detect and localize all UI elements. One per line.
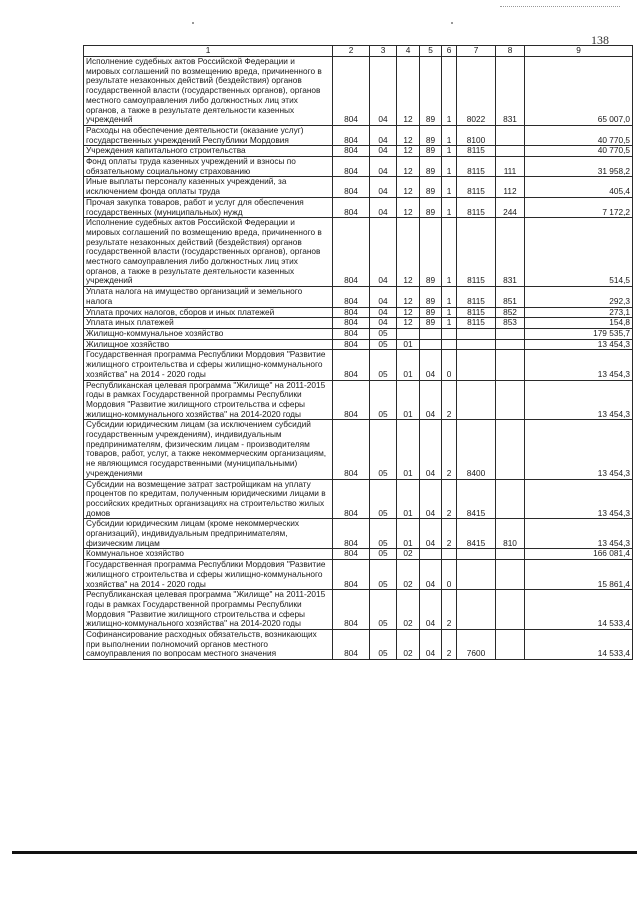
code-cell-5: 04	[420, 380, 442, 420]
code-cell-5: 04	[420, 630, 442, 660]
code-cell-7: 8115	[457, 157, 496, 177]
code-cell-2: 804	[333, 420, 370, 479]
code-cell-3: 05	[370, 519, 397, 549]
amount-cell: 166 081,4	[525, 549, 633, 560]
table-row	[84, 380, 633, 420]
code-cell-2: 804	[333, 380, 370, 420]
code-cell-5: 89	[420, 57, 442, 126]
code-cell-4: 01	[397, 380, 420, 420]
code-cell-8	[496, 560, 525, 590]
table-row	[84, 287, 633, 307]
code-cell-7: 7600	[457, 630, 496, 660]
name-cell: Субсидии юридическим лицам (кроме некоммерческих организаций), индивидуальным предпринимателям, физическим лицам	[84, 519, 333, 549]
table-row	[84, 590, 633, 630]
code-cell-4: 12	[397, 125, 420, 145]
code-cell-3: 04	[370, 146, 397, 157]
code-cell-6: 1	[442, 177, 457, 197]
code-cell-6: 0	[442, 350, 457, 380]
code-cell-8: 852	[496, 307, 525, 318]
amount-cell: 13 454,3	[525, 420, 633, 479]
code-cell-8: 112	[496, 177, 525, 197]
code-cell-6	[442, 328, 457, 339]
code-cell-4: 12	[397, 287, 420, 307]
name-cell: Государственная программа Республики Мордовия "Развитие жилищного строительства и сферы жилищно-коммунального хозяйства" на 2014 - 2020 годы	[84, 560, 333, 590]
code-cell-3: 04	[370, 287, 397, 307]
code-cell-5: 04	[420, 350, 442, 380]
code-cell-7: 8115	[457, 218, 496, 287]
code-cell-3: 05	[370, 328, 397, 339]
amount-cell: 273,1	[525, 307, 633, 318]
table-row	[84, 420, 633, 479]
code-cell-4: 02	[397, 560, 420, 590]
code-cell-5: 89	[420, 307, 442, 318]
code-cell-8: 810	[496, 519, 525, 549]
code-cell-8	[496, 339, 525, 350]
table-row	[84, 218, 633, 287]
code-cell-6: 1	[442, 57, 457, 126]
code-cell-4	[397, 328, 420, 339]
amount-cell: 14 533,4	[525, 590, 633, 630]
table-row	[84, 197, 633, 217]
code-cell-5	[420, 339, 442, 350]
code-cell-5: 04	[420, 560, 442, 590]
code-cell-3: 04	[370, 125, 397, 145]
code-cell-6: 1	[442, 287, 457, 307]
name-cell: Исполнение судебных актов Российской Федерации и мировых соглашений по возмещению вреда, причиненного в результате незаконных действий (бездействия) органов государственной власти (государственных органов), органов местного самоуправления либо должностных лиц этих органов, а также в результате деятельности казенных учреждений	[84, 57, 333, 126]
amount-cell: 405,4	[525, 177, 633, 197]
code-cell-8	[496, 328, 525, 339]
name-cell: Субсидии юридическим лицам (за исключением субсидий государственным учреждениям), индивидуальным предпринимателям, физическим лицам - производителям товаров, работ, услуг, а также некоммерческим организациям, не являющимся государственными (муниципальными) учреждениями	[84, 420, 333, 479]
table-row	[84, 57, 633, 126]
amount-cell: 65 007,0	[525, 57, 633, 126]
amount-cell: 179 535,7	[525, 328, 633, 339]
code-cell-7	[457, 380, 496, 420]
name-cell: Уплата прочих налогов, сборов и иных платежей	[84, 307, 333, 318]
code-cell-6: 2	[442, 479, 457, 519]
table-header-row	[84, 46, 633, 57]
code-cell-8	[496, 125, 525, 145]
code-cell-7	[457, 549, 496, 560]
table-body	[84, 46, 633, 660]
code-cell-7	[457, 339, 496, 350]
code-cell-7: 8415	[457, 519, 496, 549]
table-row	[84, 125, 633, 145]
code-cell-8	[496, 350, 525, 380]
code-cell-2: 804	[333, 57, 370, 126]
code-cell-5: 89	[420, 218, 442, 287]
code-cell-8: 111	[496, 157, 525, 177]
code-cell-5: 89	[420, 146, 442, 157]
code-cell-7	[457, 560, 496, 590]
code-cell-4: 12	[397, 218, 420, 287]
table-row	[84, 146, 633, 157]
code-cell-6: 2	[442, 380, 457, 420]
amount-cell: 14 533,4	[525, 630, 633, 660]
code-cell-6: 0	[442, 560, 457, 590]
name-cell: Учреждения капитального строительства	[84, 146, 333, 157]
name-cell: Жилищное хозяйство	[84, 339, 333, 350]
name-cell: Исполнение судебных актов Российской Федерации и мировых соглашений по возмещению вреда, причиненного в результате незаконных действий (бездействия) органов государственной власти (государственных органов), органов местного самоуправления либо должностных лиц этих органов, а также в результате деятельности казенных учреждений	[84, 218, 333, 287]
code-cell-3: 05	[370, 420, 397, 479]
code-cell-6: 1	[442, 318, 457, 329]
code-cell-2: 804	[333, 197, 370, 217]
code-cell-4: 01	[397, 479, 420, 519]
code-cell-4: 01	[397, 350, 420, 380]
code-cell-6: 1	[442, 307, 457, 318]
code-cell-5: 89	[420, 287, 442, 307]
code-cell-8: 244	[496, 197, 525, 217]
code-cell-3: 05	[370, 339, 397, 350]
code-cell-2: 804	[333, 287, 370, 307]
amount-cell: 514,5	[525, 218, 633, 287]
code-cell-5: 04	[420, 420, 442, 479]
code-cell-2: 804	[333, 328, 370, 339]
code-cell-6: 2	[442, 420, 457, 479]
code-cell-8	[496, 590, 525, 630]
header-cell-7: 7	[457, 46, 496, 57]
code-cell-5: 89	[420, 177, 442, 197]
code-cell-8	[496, 380, 525, 420]
table-row	[84, 560, 633, 590]
code-cell-5: 89	[420, 157, 442, 177]
code-cell-7: 8115	[457, 318, 496, 329]
code-cell-8	[496, 146, 525, 157]
name-cell: Прочая закупка товаров, работ и услуг для обеспечения государственных (муниципальных) нужд	[84, 197, 333, 217]
name-cell: Уплата налога на имущество организаций и земельного налога	[84, 287, 333, 307]
name-cell: Республиканская целевая программа "Жилище" на 2011-2015 годы в рамках Государственной программы Республики Мордовия "Развитие жилищного строительства и сферы жилищно-коммунального хозяйства" на 2014-2020 годы	[84, 590, 333, 630]
code-cell-7: 8115	[457, 146, 496, 157]
table-row	[84, 350, 633, 380]
code-cell-6: 2	[442, 590, 457, 630]
amount-cell: 7 172,2	[525, 197, 633, 217]
header-cell-9: 9	[525, 46, 633, 57]
code-cell-4: 02	[397, 549, 420, 560]
code-cell-2: 804	[333, 479, 370, 519]
table-row	[84, 328, 633, 339]
code-cell-2: 804	[333, 177, 370, 197]
name-cell: Фонд оплаты труда казенных учреждений и взносы по обязательному социальному страхованию	[84, 157, 333, 177]
code-cell-8: 831	[496, 57, 525, 126]
header-cell-1: 1	[84, 46, 333, 57]
code-cell-7: 8100	[457, 125, 496, 145]
code-cell-4: 01	[397, 339, 420, 350]
code-cell-4: 12	[397, 57, 420, 126]
code-cell-7: 8115	[457, 287, 496, 307]
code-cell-6: 1	[442, 218, 457, 287]
scan-speck	[192, 22, 194, 24]
code-cell-7: 8115	[457, 197, 496, 217]
code-cell-7: 8400	[457, 420, 496, 479]
code-cell-5: 04	[420, 479, 442, 519]
code-cell-4: 01	[397, 420, 420, 479]
amount-cell: 40 770,5	[525, 146, 633, 157]
code-cell-2: 804	[333, 218, 370, 287]
code-cell-2: 804	[333, 125, 370, 145]
table-row	[84, 479, 633, 519]
code-cell-2: 804	[333, 318, 370, 329]
code-cell-8: 853	[496, 318, 525, 329]
code-cell-8	[496, 479, 525, 519]
code-cell-2: 804	[333, 549, 370, 560]
amount-cell: 13 454,3	[525, 519, 633, 549]
header-cell-4: 4	[397, 46, 420, 57]
code-cell-2: 804	[333, 350, 370, 380]
code-cell-2: 804	[333, 146, 370, 157]
code-cell-8	[496, 549, 525, 560]
table-row	[84, 157, 633, 177]
name-cell: Расходы на обеспечение деятельности (оказание услуг) государственных учреждений Республики Мордовия	[84, 125, 333, 145]
header-cell-2: 2	[333, 46, 370, 57]
name-cell: Коммунальное хозяйство	[84, 549, 333, 560]
code-cell-5: 89	[420, 125, 442, 145]
code-cell-6: 1	[442, 197, 457, 217]
code-cell-3: 05	[370, 380, 397, 420]
code-cell-6: 1	[442, 125, 457, 145]
name-cell: Жилищно-коммунальное хозяйство	[84, 328, 333, 339]
name-cell: Субсидии на возмещение затрат застройщикам на уплату процентов по кредитам, полученным юридическими лицами в российских кредитных организациях на строительство жилых домов	[84, 479, 333, 519]
code-cell-7	[457, 590, 496, 630]
code-cell-3: 05	[370, 560, 397, 590]
code-cell-3: 05	[370, 549, 397, 560]
amount-cell: 292,3	[525, 287, 633, 307]
code-cell-4: 12	[397, 307, 420, 318]
budget-table	[83, 45, 633, 660]
code-cell-5	[420, 328, 442, 339]
name-cell: Уплата иных платежей	[84, 318, 333, 329]
code-cell-6: 1	[442, 146, 457, 157]
code-cell-8	[496, 420, 525, 479]
code-cell-4: 01	[397, 519, 420, 549]
code-cell-5: 04	[420, 590, 442, 630]
code-cell-7: 8115	[457, 307, 496, 318]
code-cell-2: 804	[333, 339, 370, 350]
code-cell-3: 05	[370, 590, 397, 630]
code-cell-2: 804	[333, 157, 370, 177]
table-row	[84, 630, 633, 660]
amount-cell: 40 770,5	[525, 125, 633, 145]
header-cell-6: 6	[442, 46, 457, 57]
code-cell-6: 2	[442, 519, 457, 549]
code-cell-7: 8415	[457, 479, 496, 519]
page-number: 138	[591, 33, 609, 47]
code-cell-4: 12	[397, 318, 420, 329]
header-cell-3: 3	[370, 46, 397, 57]
code-cell-3: 04	[370, 177, 397, 197]
scan-speck	[451, 22, 453, 24]
scan-artifact-line	[500, 6, 620, 7]
code-cell-3: 05	[370, 350, 397, 380]
code-cell-4: 02	[397, 590, 420, 630]
code-cell-8	[496, 630, 525, 660]
amount-cell: 154,8	[525, 318, 633, 329]
code-cell-5	[420, 549, 442, 560]
code-cell-2: 804	[333, 630, 370, 660]
header-cell-5: 5	[420, 46, 442, 57]
code-cell-4: 02	[397, 630, 420, 660]
code-cell-5: 04	[420, 519, 442, 549]
code-cell-8: 831	[496, 218, 525, 287]
table-row	[84, 177, 633, 197]
code-cell-3: 04	[370, 318, 397, 329]
code-cell-3: 05	[370, 479, 397, 519]
header-cell-8: 8	[496, 46, 525, 57]
code-cell-3: 04	[370, 197, 397, 217]
name-cell: Софинансирование расходных обязательств, возникающих при выполнении полномочий органов местного самоуправления по вопросам местного значения	[84, 630, 333, 660]
code-cell-6	[442, 549, 457, 560]
bottom-rule	[12, 851, 637, 854]
code-cell-4: 12	[397, 197, 420, 217]
code-cell-3: 04	[370, 307, 397, 318]
code-cell-2: 804	[333, 560, 370, 590]
table-row	[84, 318, 633, 329]
code-cell-4: 12	[397, 146, 420, 157]
name-cell: Государственная программа Республики Мордовия "Развитие жилищного строительства и сферы жилищно-коммунального хозяйства" на 2014 - 2020 годы	[84, 350, 333, 380]
code-cell-7: 8115	[457, 177, 496, 197]
code-cell-2: 804	[333, 307, 370, 318]
name-cell: Иные выплаты персоналу казенных учреждений, за исключением фонда оплаты труда	[84, 177, 333, 197]
code-cell-2: 804	[333, 590, 370, 630]
code-cell-6: 1	[442, 157, 457, 177]
amount-cell: 31 958,2	[525, 157, 633, 177]
amount-cell: 13 454,3	[525, 479, 633, 519]
table-row	[84, 549, 633, 560]
code-cell-4: 12	[397, 157, 420, 177]
code-cell-5: 89	[420, 318, 442, 329]
code-cell-8: 851	[496, 287, 525, 307]
amount-cell: 13 454,3	[525, 339, 633, 350]
code-cell-3: 04	[370, 157, 397, 177]
code-cell-7: 8022	[457, 57, 496, 126]
code-cell-4: 12	[397, 177, 420, 197]
code-cell-6: 2	[442, 630, 457, 660]
amount-cell: 13 454,3	[525, 350, 633, 380]
code-cell-2: 804	[333, 519, 370, 549]
code-cell-7	[457, 328, 496, 339]
table-row	[84, 307, 633, 318]
amount-cell: 13 454,3	[525, 380, 633, 420]
table-row	[84, 519, 633, 549]
amount-cell: 15 861,4	[525, 560, 633, 590]
code-cell-6	[442, 339, 457, 350]
code-cell-3: 04	[370, 57, 397, 126]
code-cell-7	[457, 350, 496, 380]
name-cell: Республиканская целевая программа "Жилище" на 2011-2015 годы в рамках Государственной программы Республики Мордовия "Развитие жилищного строительства и сферы жилищно-коммунального хозяйства" на 2014-2020 годы	[84, 380, 333, 420]
code-cell-3: 05	[370, 630, 397, 660]
code-cell-5: 89	[420, 197, 442, 217]
code-cell-3: 04	[370, 218, 397, 287]
table-row	[84, 339, 633, 350]
